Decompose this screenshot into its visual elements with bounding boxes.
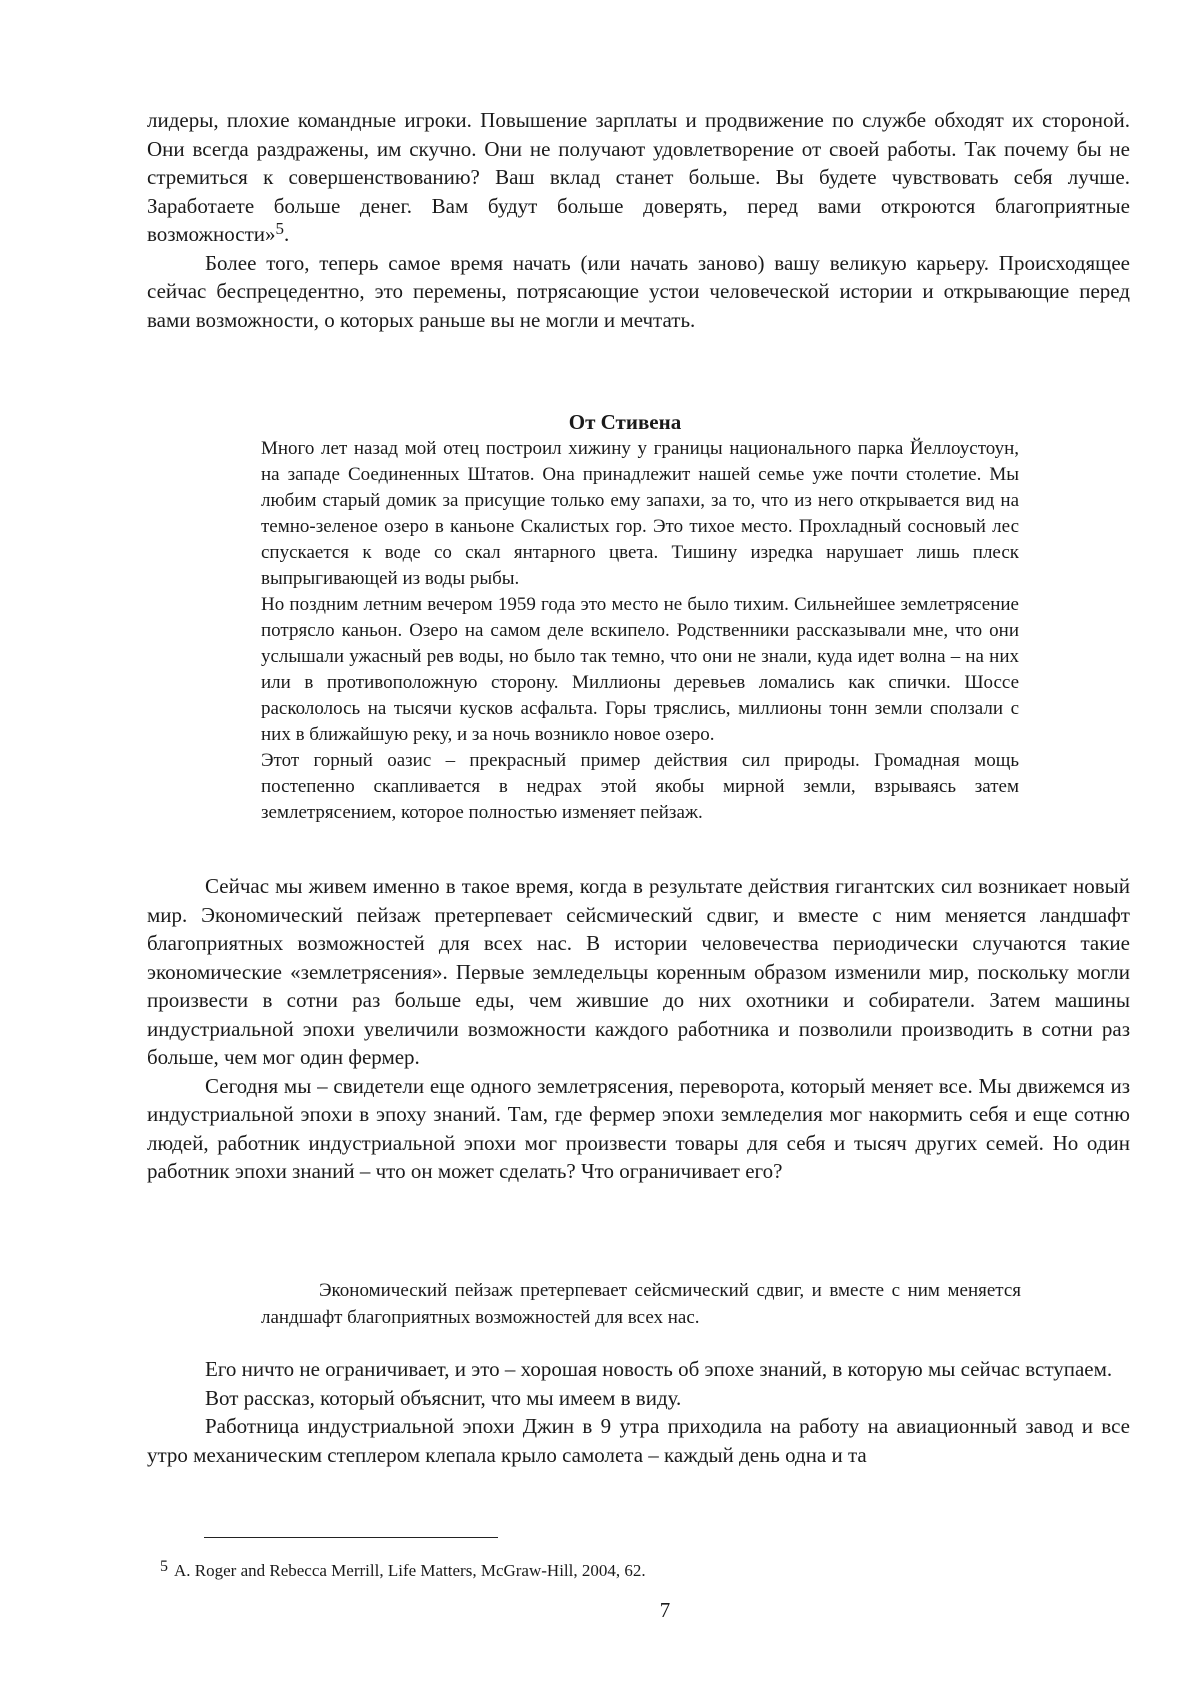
top-paragraphs bbox=[147, 106, 1130, 334]
paragraph-end: . bbox=[284, 222, 290, 246]
paragraph: Сегодня мы – свидетели еще одного землетрясения, переворота, который меняет все. Мы движемся из индустриальной эпохи в эпоху знаний. Там, где фермер эпохи земледелия мог накормить себя и еще сотню людей, работник индустриальной эпохи мог произвести товары для себя и тысяч других семей. Но один работник эпохи знаний – что он может сделать? Что ограничивает его? bbox=[147, 1073, 1130, 1183]
paragraph-text: лидеры, плохие командные игроки. Повышение зарплаты и продвижение по службе обходят их стороной. Они всегда раздражены, им скучно. Они не получают удовлетворение от своей работы. Так почему бы не стремиться к совершенствованию? Ваш вклад станет больше. Вы будете чувствовать себя лучше. Заработаете больше денег. Вам будут больше доверять, перед вами откроются благоприятные возможности» bbox=[147, 108, 1130, 246]
sidebar-paragraph: Этот горный оазис – прекрасный пример действия сил природы. Громадная мощь постепенно скапливается в недрах этой якобы мирной земли, взрываясь затем землетрясением, которое полностью изменяет пейзаж. bbox=[261, 750, 1019, 823]
paragraph: Его ничто не ограничивает, и это – хорошая новость об эпохе знаний, в которую мы сейчас вступаем. bbox=[205, 1357, 1113, 1381]
bottom-paragraphs bbox=[147, 1355, 1130, 1469]
paragraph-continued bbox=[147, 106, 1130, 249]
sidebar-paragraph: Но поздним летним вечером 1959 года это место не было тихим. Сильнейшее землетрясение потрясло каньон. Озеро на самом деле вскипело. Родственники рассказывали мне, что они услышали ужасный рев воды, но было так темно, что они не знали, куда идет волна – на них или в противоположную сторону. Миллионы деревьев ломались как спички. Шоссе раскололось на тысячи кусков асфальта. Горы тряслись, миллионы тонн земли сползали с них в ближайшую реку, и за ночь возникло новое озеро. bbox=[261, 594, 1019, 745]
page-number: 7 bbox=[659, 1598, 671, 1622]
paragraph: Более того, теперь самое время начать (или начать заново) вашу великую карьеру. Происходящее сейчас беспрецедентно, это перемены, потрясающие устои человеческой истории и открывающие перед вами возможности, о которых раньше вы не могли и мечтать. bbox=[147, 250, 1130, 332]
sidebar-paragraph: Много лет назад мой отец построил хижину у границы национального парка Йеллоустоун, на западе Соединенных Штатов. Она принадлежит нашей семье уже почти столетие. Мы любим старый домик за присущие только ему запахи, за то, что из него открывается вид на темно-зеленое озеро в каньоне Скалистых гор. Это тихое место. Прохладный сосновый лес спускается к воде со скал янтарного цвета. Тишину изредка нарушает лишь плеск выпрыгивающей из воды рыбы. bbox=[261, 438, 1019, 589]
paragraph: Сейчас мы живем именно в такое время, когда в результате действия гигантских сил возникает новый мир. Экономический пейзаж претерпевает сейсмический сдвиг, и вместе с ним меняется ландшафт благоприятных возможностей для всех нас. В истории человечества периодически случаются такие экономические «землетрясения». Первые земледельцы коренным образом изменили мир, поскольку могли произвести в сотни раз больше еды, чем жившие до них охотники и собиратели. Затем машины индустриальной эпохи увеличили возможности каждого работника и позволили производить в сотни раз больше, чем мог один фермер. bbox=[147, 874, 1130, 1069]
middle-paragraphs bbox=[147, 872, 1130, 1186]
paragraph: Вот рассказ, который объяснит, что мы имеем в виду. bbox=[205, 1385, 682, 1410]
sidebar-title: От Стивена bbox=[568, 410, 682, 434]
pull-quote-text: Экономический пейзаж претерпевает сейсмический сдвиг, и вместе с ним меняется ландшафт благоприятных возможностей для всех нас. bbox=[261, 1280, 1021, 1328]
paragraph: Работница индустриальной эпохи Джин в 9 утра приходила на работу на авиационный завод и все утро механическим степлером клепала крыло самолета – каждый день одна и та bbox=[147, 1414, 1130, 1467]
footnote-divider bbox=[204, 1537, 498, 1538]
sidebar-box bbox=[261, 408, 1019, 826]
footnote-text: A. Roger and Rebecca Merrill, Life Matters, McGraw-Hill, 2004, 62. bbox=[174, 1561, 646, 1580]
footnote bbox=[160, 1555, 1060, 1583]
footnote-reference: 5 bbox=[275, 219, 285, 238]
pull-quote bbox=[261, 1277, 1021, 1331]
footnote-number: 5 bbox=[160, 1558, 168, 1575]
